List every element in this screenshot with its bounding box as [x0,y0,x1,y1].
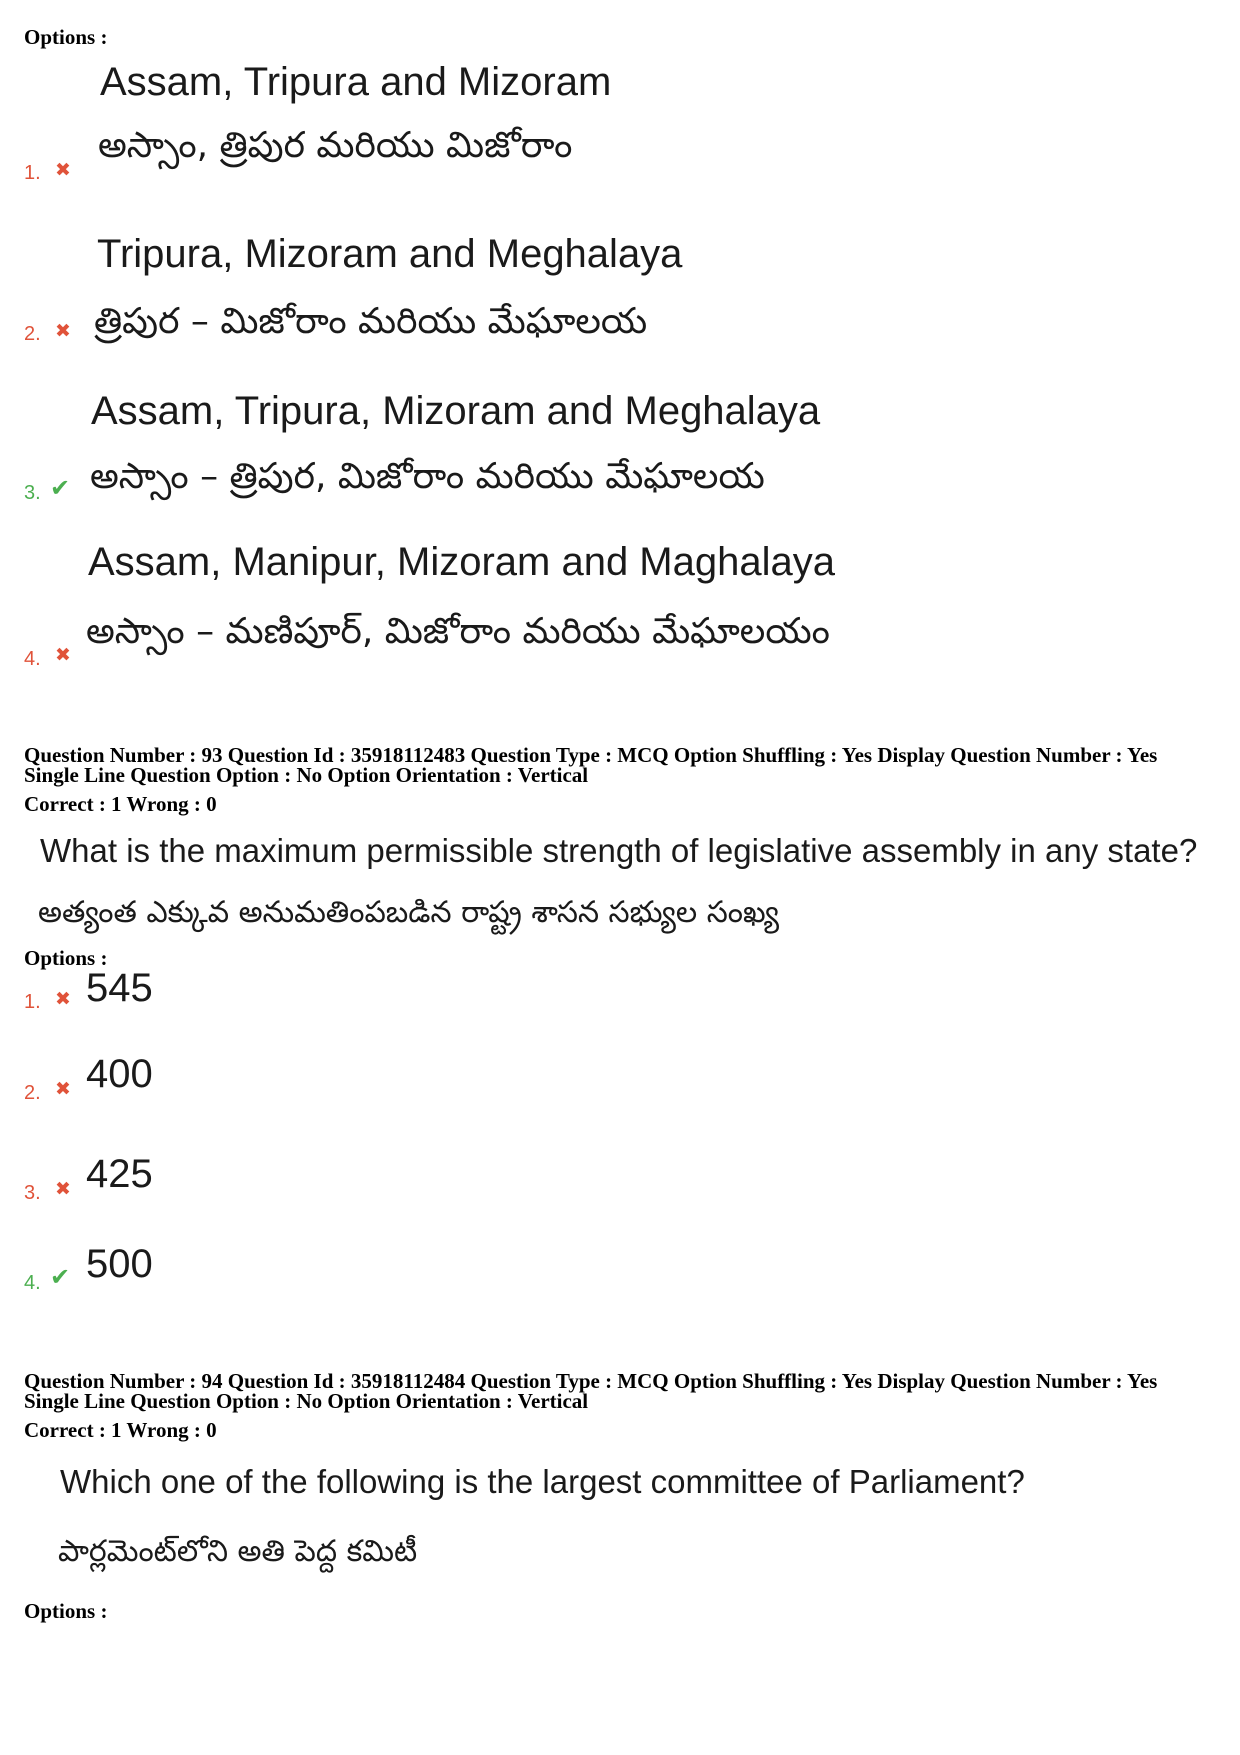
correct-check-icon: ✔ [50,1263,71,1291]
option-text-en: Tripura, Mizoram and Meghalaya [97,232,683,276]
wrong-cross-icon: ✖ [55,988,71,1010]
question-meta-line1: Question Number : 93 Question Id : 35918112483 Question Type : MCQ Option Shuffling : Yes Display Question Number : Yes [24,743,1158,767]
option-number: 2. [24,1082,41,1104]
option-number: 3. [24,482,41,504]
option-number: 4. [24,648,41,670]
question-meta-line2: Single Line Question Option : No Option Orientation : Vertical [24,1389,589,1413]
question-text-te: పార్లమెంట్‌లోని అతి పెద్ద కమిటీ [58,1534,418,1569]
wrong-cross-icon: ✖ [55,159,71,181]
option-text-en: Assam, Tripura and Mizoram [100,60,612,104]
option-value: 500 [86,1242,153,1286]
question-text-te: అత్యంత ఎక్కువ అనుమతింపబడిన రాష్ట్ర శాసన సభ్యుల సంఖ్య [38,895,780,930]
option-number: 4. [24,1272,41,1294]
options-label: Options : [24,946,108,970]
question-meta-line2: Single Line Question Option : No Option Orientation : Vertical [24,763,589,787]
option-number: 1. [24,162,41,184]
option-text-te: అస్సాం – త్రిపుర, మిజోరాం మరియు మేఘాలయ [90,456,765,497]
option-value: 425 [86,1152,153,1196]
question-text-en: What is the maximum permissible strength of legislative assembly in any state? [40,832,1198,869]
options-label: Options : [24,25,108,49]
question-marks: Correct : 1 Wrong : 0 [24,792,217,816]
option-value: 545 [86,966,153,1010]
options-label: Options : [24,1599,108,1623]
option-text-te: త్రిపుర – మిజోరాం మరియు మేఘాలయ [94,301,648,342]
option-number: 3. [24,1182,41,1204]
option-text-en: Assam, Tripura, Mizoram and Meghalaya [91,389,821,433]
option-text-en: Assam, Manipur, Mizoram and Maghalaya [88,540,835,584]
wrong-cross-icon: ✖ [55,320,71,342]
wrong-cross-icon: ✖ [55,644,71,666]
correct-check-icon: ✔ [50,474,71,502]
option-text-te: అస్సాం, త్రిపుర మరియు మిజోరాం [98,125,573,166]
option-value: 400 [86,1052,153,1096]
question-text-en: Which one of the following is the largest committee of Parliament? [60,1463,1025,1500]
question-meta-line1: Question Number : 94 Question Id : 35918112484 Question Type : MCQ Option Shuffling : Yes Display Question Number : Yes [24,1369,1158,1393]
question-marks: Correct : 1 Wrong : 0 [24,1418,217,1442]
wrong-cross-icon: ✖ [55,1178,71,1200]
option-number: 1. [24,991,41,1013]
wrong-cross-icon: ✖ [55,1078,71,1100]
option-text-te: అస్సాం – మణిపూర్, మిజోరాం మరియు మేఘాలయం [86,611,830,652]
option-number: 2. [24,323,41,345]
